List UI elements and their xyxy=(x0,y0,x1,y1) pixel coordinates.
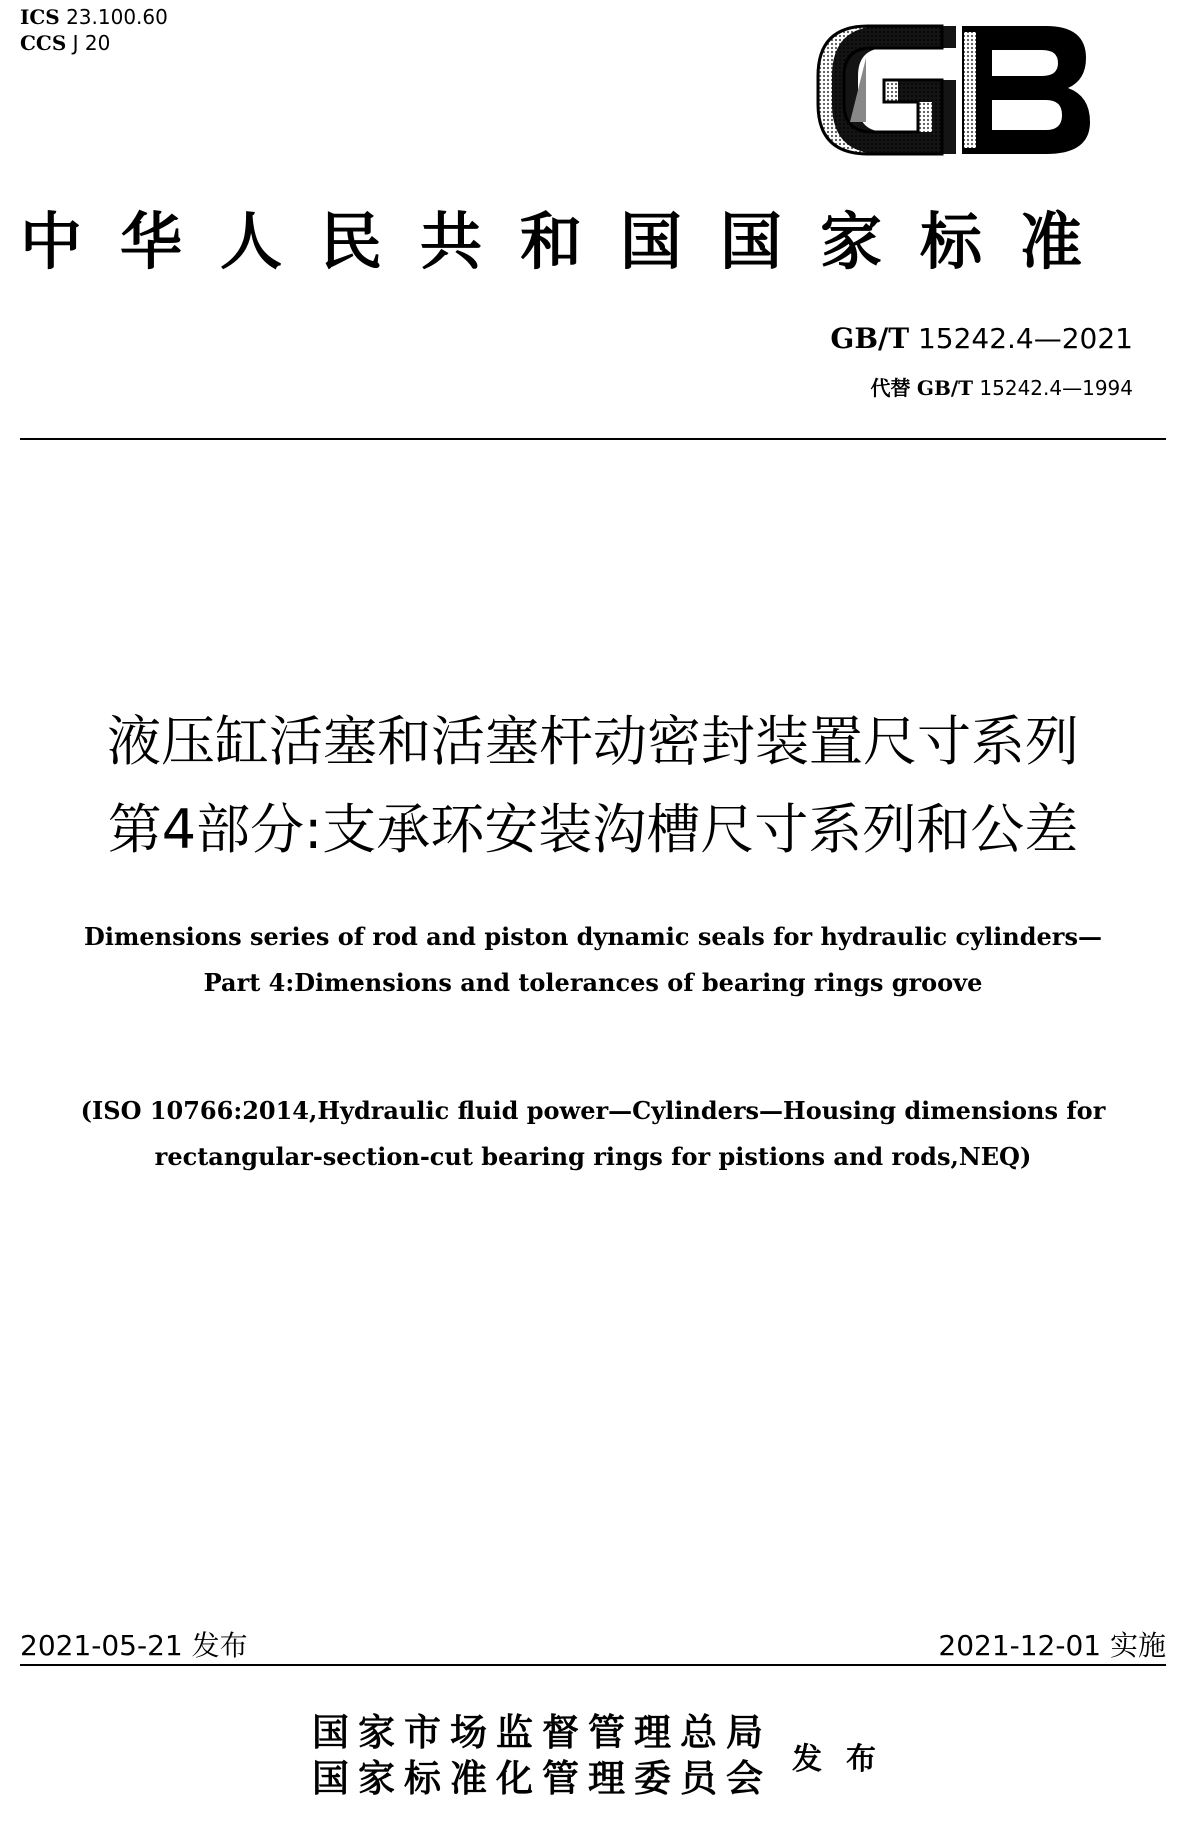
header-divider xyxy=(20,438,1166,440)
replaces-standard xyxy=(871,372,1134,401)
standard-number xyxy=(830,322,1133,355)
national-standard-title: 中华人民共和国国家标准 xyxy=(20,205,1121,278)
footer-divider xyxy=(20,1664,1166,1666)
ccs-code xyxy=(20,30,168,56)
ccs-label: CCS xyxy=(20,31,67,55)
ics-label: ICS xyxy=(20,5,60,29)
iso-reference-line-2: rectangular-section-cut bearing rings for pistions and rods,NEQ) xyxy=(154,1142,1032,1171)
replaces-number: 15242.4—1994 xyxy=(979,376,1133,400)
standard-number-value: 15242.4—2021 xyxy=(917,322,1133,355)
classification-codes xyxy=(20,4,168,56)
gb-logo-icon xyxy=(810,18,1095,162)
implementation-date: 2021-12-01 实施 xyxy=(938,1629,1166,1662)
issue-action: 发布 xyxy=(792,1742,900,1777)
issue-date: 2021-05-21 发布 xyxy=(20,1629,248,1662)
issuer-sac: 国家标准化管理委员会 xyxy=(312,1756,772,1800)
ccs-value: J 20 xyxy=(72,31,111,55)
english-title-line-1: Dimensions series of rod and piston dynamic seals for hydraulic cylinders— xyxy=(84,922,1102,951)
iso-reference-line-1: (ISO 10766:2014,Hydraulic fluid power—Cylinders—Housing dimensions for xyxy=(80,1096,1106,1125)
english-title-line-2: Part 4:Dimensions and tolerances of bearing rings groove xyxy=(203,968,983,997)
chinese-title-line-1: 液压缸活塞和活塞杆动密封装置尺寸系列 xyxy=(107,710,1079,773)
issuer-samr: 国家市场监督管理总局 xyxy=(312,1710,772,1754)
ics-code xyxy=(20,4,168,30)
gb-logo-text: GB xyxy=(810,18,812,19)
standard-prefix: GB/T xyxy=(830,322,910,355)
replaces-label: 代替 xyxy=(870,376,911,400)
replaces-prefix: GB/T xyxy=(916,376,974,400)
chinese-title-line-2: 第4部分:支承环安装沟槽尺寸系列和公差 xyxy=(107,798,1079,861)
ics-value: 23.100.60 xyxy=(66,5,168,29)
